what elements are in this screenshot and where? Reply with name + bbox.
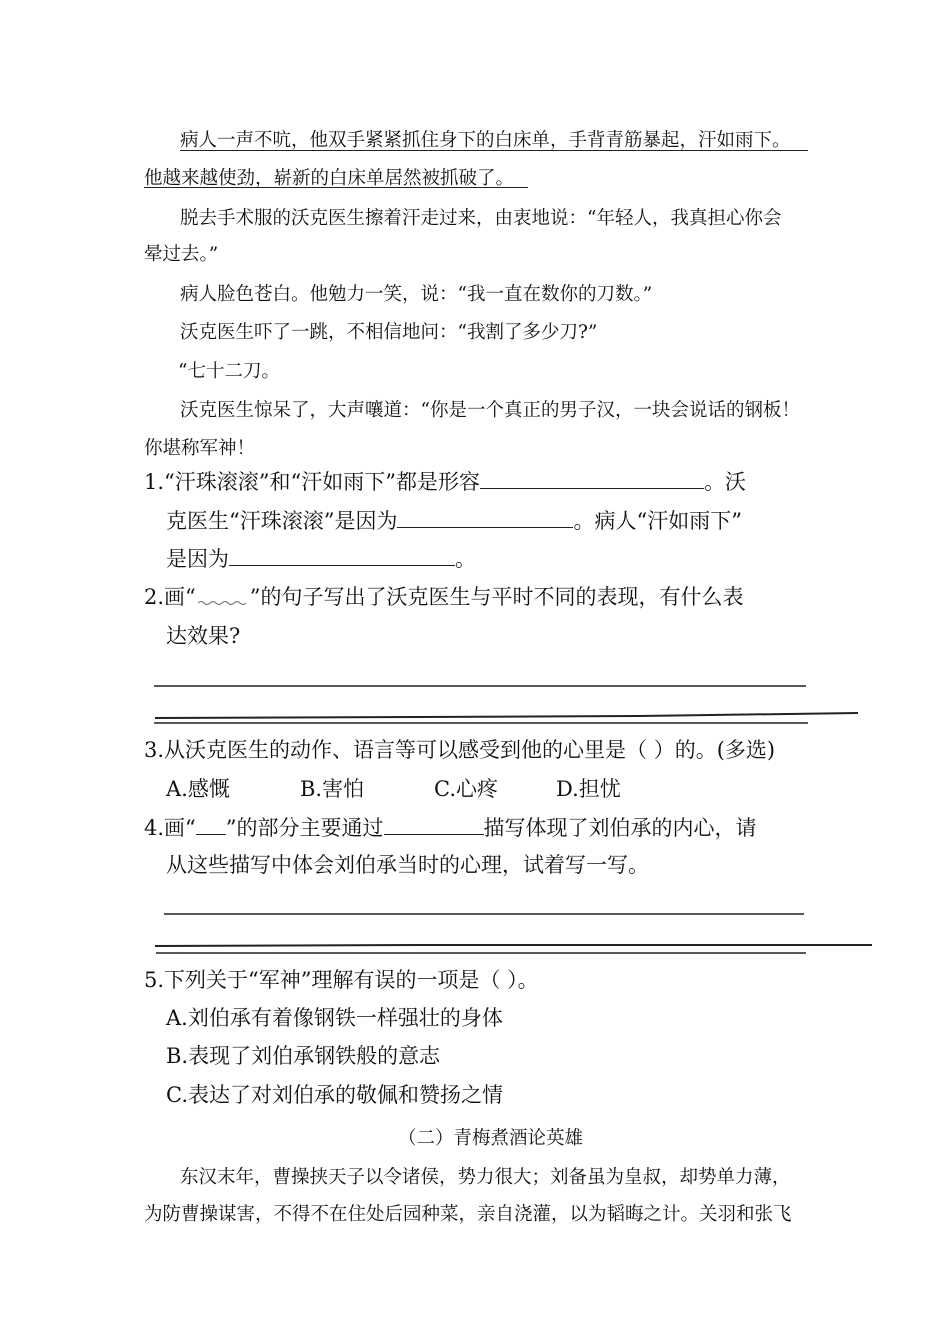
question-text: 是因为 <box>166 547 229 571</box>
question-text: 。 <box>455 547 476 571</box>
question-text: ”的部分主要通过 <box>225 816 384 840</box>
question-4-cont: 从这些描写中体会刘伯承当时的心理，试着写一写。 <box>166 853 649 877</box>
section-title: （二）青梅煮酒论英雄 <box>398 1128 584 1149</box>
wavy-line-mark <box>196 583 250 604</box>
question-5: 5.下列关于“军神”理解有误的一项是（ ）。 <box>144 968 539 992</box>
answer-lines <box>0 908 950 960</box>
passage-line: 沃克医生吓了一跳，不相信地问：“我割了多少刀?” <box>180 322 598 343</box>
answer-blank[interactable] <box>480 467 704 489</box>
passage-line: 东汉末年，曹操挟天子以令诸侯，势力很大；刘备虽为皇叔，却势单力薄， <box>180 1167 791 1188</box>
q5-option[interactable]: C.表达了对刘伯承的敬佩和赞扬之情 <box>166 1083 503 1107</box>
passage-line: “七十二刀。 <box>178 361 280 382</box>
underline-mark <box>144 187 528 188</box>
question-text: 。沃 <box>703 470 746 494</box>
answer-lines <box>0 680 950 730</box>
underline-mark <box>180 150 808 151</box>
question-4 <box>144 812 757 842</box>
q3-option[interactable]: D.担忧 <box>556 777 621 801</box>
passage-line: 为防曹操谋害，不得不在住处后园种菜，亲自浇灌，以为韬晦之计。关羽和张飞 <box>144 1204 792 1225</box>
passage-line: 晕过去。” <box>144 244 219 265</box>
question-3: 3.从沃克医生的动作、语言等可以感受到他的心里是（ ）的。(多选) <box>144 738 776 762</box>
q5-option[interactable]: A.刘伯承有着像钢铁一样强壮的身体 <box>166 1006 503 1030</box>
passage-line: 沃克医生惊呆了，大声嚷道：“你是一个真正的男子汉，一块会说话的钢板！ <box>180 400 800 421</box>
q3-option[interactable]: B.害怕 <box>300 777 365 801</box>
question-1-cont <box>166 505 742 535</box>
q5-option[interactable]: B.表现了刘伯承钢铁般的意志 <box>166 1044 441 1068</box>
question-text: 4.画“ <box>144 816 196 840</box>
passage-line: 病人脸色苍白。他勉力一笑，说：“我一直在数你的刀数。” <box>180 284 653 305</box>
passage-line: 你堪称军神！ <box>144 438 256 459</box>
question-1-cont <box>166 543 476 573</box>
passage-line: 病人一声不吭，他双手紧紧抓住身下的白床单，手背青筋暴起，汗如雨下。 <box>180 130 791 151</box>
question-2 <box>144 581 744 611</box>
q3-option[interactable]: C.心疼 <box>434 777 498 801</box>
passage-line: 他越来越使劲，崭新的白床单居然被抓破了。 <box>144 168 515 189</box>
question-text: 克医生“汗珠滚滚”是因为 <box>166 509 398 533</box>
question-2-cont: 达效果? <box>166 624 241 648</box>
question-text: 。病人“汗如雨下” <box>573 509 742 533</box>
q3-option[interactable]: A.感慨 <box>166 777 230 801</box>
question-1 <box>144 466 746 496</box>
question-text: 2.画“ <box>144 585 196 609</box>
question-text: 1.“汗珠滚滚”和“汗如雨下”都是形容 <box>144 470 480 494</box>
passage-line: 脱去手术服的沃克医生擦着汗走过来，由衷地说：“年轻人，我真担心你会 <box>180 208 782 229</box>
question-text: 描写体现了刘伯承的内心，请 <box>483 816 757 840</box>
answer-blank[interactable] <box>229 544 455 566</box>
question-text: ”的句子写出了沃克医生与平时不同的表现，有什么表 <box>249 585 744 609</box>
underline-sample <box>196 813 226 835</box>
answer-blank[interactable] <box>384 813 484 835</box>
answer-blank[interactable] <box>397 506 573 528</box>
